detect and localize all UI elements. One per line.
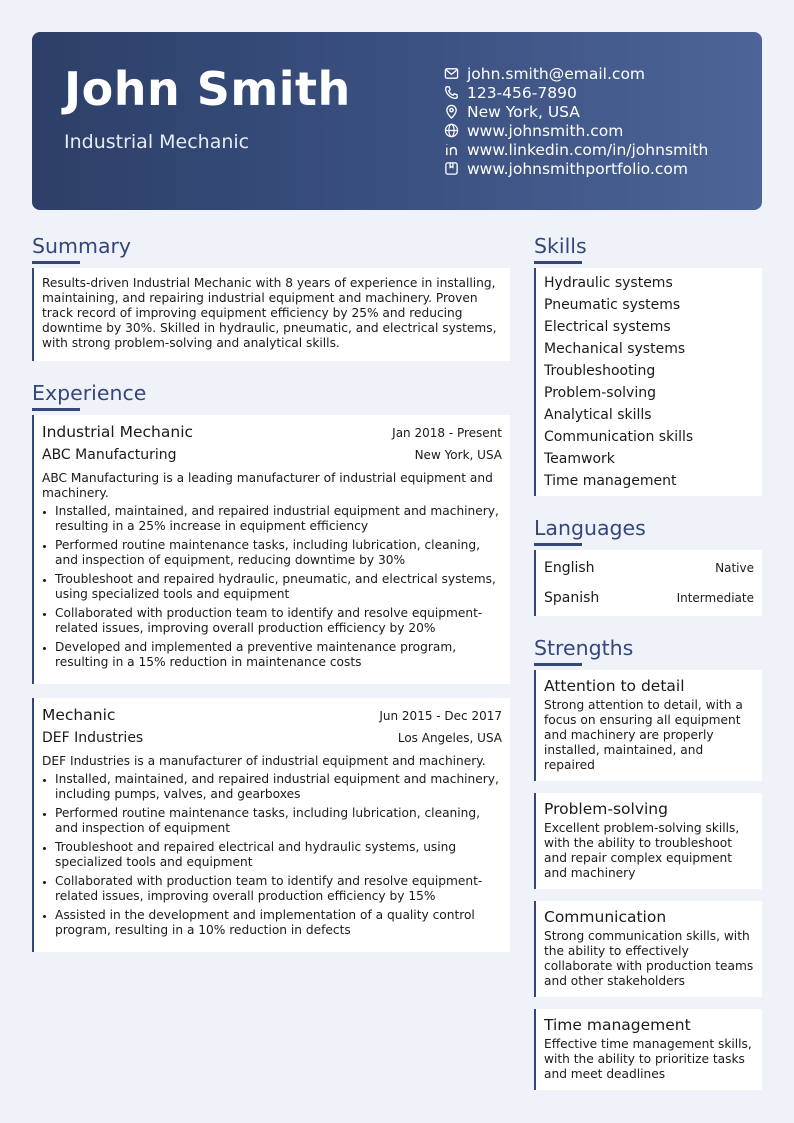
job-bullet: • Collaborated with production team to identify and resolve equipment-related issues, improving overall production efficiency by 20%	[55, 606, 502, 636]
job-bullet: • Performed routine maintenance tasks, including lubrication, cleaning, and inspection of equipment, reducing downtime by 30%	[55, 538, 502, 568]
language-name: Spanish	[544, 590, 600, 606]
strength-title: Communication	[544, 908, 667, 926]
strength-title: Attention to detail	[544, 677, 685, 695]
skills-section	[534, 232, 762, 496]
contact-list	[444, 64, 754, 178]
job-description: DEF Industries is a manufacturer of industrial equipment and machinery.	[42, 754, 486, 768]
language-level: Intermediate	[676, 591, 754, 605]
skill-item: Electrical systems	[544, 319, 671, 335]
mail-icon	[444, 66, 459, 81]
strengths-section	[534, 634, 762, 1090]
skills-heading: Skills	[534, 234, 587, 258]
job-title: Mechanic	[42, 706, 116, 724]
languages-section	[534, 514, 762, 616]
job-bullet: • Collaborated with production team to identify and resolve equipment-related issues, improving overall production efficiency by 15%	[55, 874, 502, 904]
job-bullets	[42, 772, 502, 938]
job-title: Industrial Mechanic	[42, 423, 194, 441]
job-location: Los Angeles, USA	[397, 731, 502, 745]
job-dates: Jan 2018 - Present	[392, 426, 502, 440]
main-column	[32, 232, 510, 966]
skill-item: Mechanical systems	[544, 341, 686, 357]
contact-phone-text: 123-456-7890	[467, 83, 577, 102]
job-bullet: • Troubleshoot and repaired electrical and hydraulic systems, using specialized tools and equipment	[55, 840, 502, 870]
strength-card	[534, 793, 762, 889]
candidate-title: Industrial Mechanic	[64, 131, 250, 153]
skill-item: Problem-solving	[544, 385, 656, 401]
contact-email[interactable]	[444, 64, 754, 83]
skill-item: Hydraulic systems	[544, 275, 673, 291]
phone-icon	[444, 85, 459, 100]
linkedin-icon	[444, 142, 459, 157]
language-row	[544, 553, 754, 583]
contact-linkedin[interactable]	[444, 140, 754, 159]
location-icon	[444, 104, 459, 119]
candidate-name: John Smith	[64, 62, 351, 116]
job-bullet: • Installed, maintained, and repaired industrial equipment and machinery, resulting in a 25% increase in equipment efficiency	[55, 504, 502, 534]
experience-section	[32, 379, 510, 952]
contact-portfolio-text: www.johnsmithportfolio.com	[467, 159, 688, 178]
language-name: English	[544, 560, 595, 576]
strength-description: Effective time management skills, with the ability to prioritize tasks and meet deadlines	[544, 1037, 752, 1081]
languages-heading: Languages	[534, 516, 646, 540]
job-bullet: • Developed and implemented a preventive maintenance program, resulting in a 15% reduction in maintenance costs	[55, 640, 502, 670]
skill-item: Communication skills	[544, 429, 694, 445]
contact-linkedin-text: www.linkedin.com/in/johnsmith	[467, 140, 709, 159]
language-level: Native	[715, 561, 754, 575]
contact-email-text: john.smith@email.com	[467, 64, 646, 83]
job-location: New York, USA	[414, 448, 502, 462]
strength-title: Time management	[544, 1016, 691, 1034]
strength-description: Strong attention to detail, with a focus on ensuring all equipment and machinery are properly installed, maintained, and repaired	[544, 698, 743, 772]
job-dates: Jun 2015 - Dec 2017	[379, 709, 502, 723]
job-bullet: • Performed routine maintenance tasks, including lubrication, cleaning, and inspection of equipment	[55, 806, 502, 836]
summary-underline	[32, 261, 80, 264]
contact-website-text: www.johnsmith.com	[467, 121, 624, 140]
strengths-underline	[534, 663, 582, 666]
job-company: ABC Manufacturing	[42, 447, 177, 463]
skill-item: Time management	[544, 473, 677, 489]
portfolio-icon	[444, 161, 459, 176]
job-bullets	[42, 504, 502, 670]
experience-underline	[32, 408, 80, 411]
summary-section	[32, 232, 510, 361]
job-description: ABC Manufacturing is a leading manufacturer of industrial equipment and machinery.	[42, 471, 493, 500]
contact-location	[444, 102, 754, 121]
summary-text: Results-driven Industrial Mechanic with 8 years of experience in installing, maintaining, and repairing industrial equipment and machinery. Proven track record of improving equipment efficiency by 25% and reducing downtime by 30%. Skilled in hydraulic, pneumatic, and electrical systems, with strong problem-solving and analytical skills.	[32, 268, 510, 361]
skill-item: Analytical skills	[544, 407, 652, 423]
language-row	[544, 583, 754, 613]
strength-card	[534, 670, 762, 781]
skills-underline	[534, 261, 582, 264]
job-bullet: • Installed, maintained, and repaired industrial equipment and machinery, including pumps, valves, and gearboxes	[55, 772, 502, 802]
strength-description: Strong communication skills, with the ability to effectively collaborate with production teams and other stakeholders	[544, 929, 754, 988]
skills-list	[534, 268, 762, 496]
job-card	[32, 415, 510, 684]
languages-list	[534, 550, 762, 616]
job-bullet: • Troubleshoot and repaired hydraulic, pneumatic, and electrical systems, using specialized tools and equipment	[55, 572, 502, 602]
resume-header	[32, 32, 762, 210]
contact-website[interactable]	[444, 121, 754, 140]
languages-underline	[534, 543, 582, 546]
strength-title: Problem-solving	[544, 800, 668, 818]
contact-location-text: New York, USA	[467, 102, 580, 121]
skill-item: Troubleshooting	[544, 363, 656, 379]
strengths-heading: Strengths	[534, 636, 634, 660]
strength-card	[534, 901, 762, 997]
job-company: DEF Industries	[42, 730, 144, 746]
summary-heading: Summary	[32, 234, 132, 258]
contact-portfolio[interactable]	[444, 159, 754, 178]
skill-item: Pneumatic systems	[544, 297, 681, 313]
job-card	[32, 698, 510, 952]
skill-item: Teamwork	[544, 451, 615, 467]
side-column	[534, 232, 762, 1102]
experience-heading: Experience	[32, 381, 147, 405]
contact-phone[interactable]	[444, 83, 754, 102]
strength-card	[534, 1009, 762, 1090]
globe-icon	[444, 123, 459, 138]
strength-description: Excellent problem-solving skills, with the ability to troubleshoot and repair complex equipment and machinery	[544, 821, 740, 880]
job-bullet: • Assisted in the development and implementation of a quality control program, resulting in a 10% reduction in defects	[55, 908, 502, 938]
